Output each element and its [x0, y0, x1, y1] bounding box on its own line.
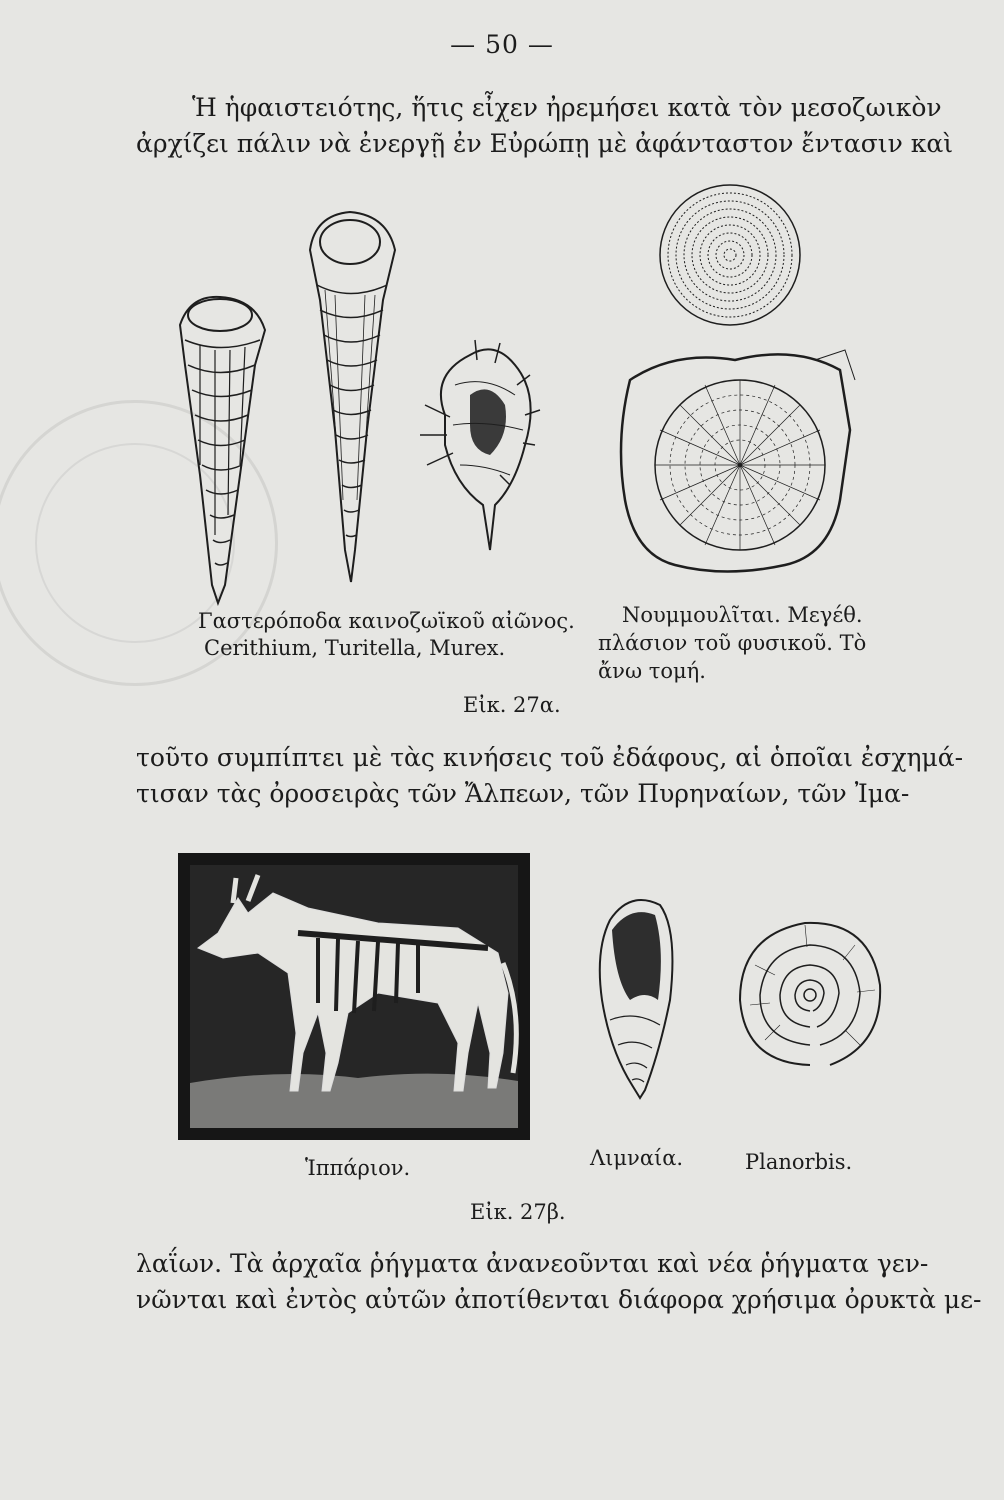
nummulite-section-illustration [615, 340, 860, 580]
murex-shell-illustration [415, 335, 545, 555]
nummulite-surface-illustration [655, 180, 805, 330]
turritella-shell-illustration [295, 210, 405, 585]
nummulites-caption-2: πλάσιον τοῦ φυσικοῦ. Τὸ [598, 631, 867, 655]
figure-27a-label: Εἰκ. 27α. [463, 693, 561, 717]
closing-line-1: λαΐων. Τὰ ἀρχαῖα ῥήγματα ἀνανεοῦνται καὶ νέα ῥήγματα γεν- [136, 1249, 929, 1278]
intro-line-2: ἀρχίζει πάλιν νὰ ἐνεργῇ ἐν Εὐρώπῃ μὲ ἀφάνταστον ἔντασιν καὶ [136, 129, 954, 158]
page-number: — 50 — [450, 30, 554, 59]
intro-line-1: Ἡ ἡφαιστειότης, ἥτις εἶχεν ἠρεμήσει κατὰ τὸν μεσοζωικὸν [192, 93, 942, 122]
figure-27b-label: Εἰκ. 27β. [470, 1200, 566, 1224]
limnaea-shell-illustration [590, 890, 680, 1100]
planorbis-shell-illustration [735, 915, 885, 1075]
middle-line-1: τοῦτο συμπίπτει μὲ τὰς κινήσεις τοῦ ἐδάφους, αἱ ὁποῖαι ἐσχημά- [136, 743, 964, 772]
middle-line-2: τισαν τὰς ὀροσειρὰς τῶν Ἄλπεων, τῶν Πυρηναίων, τῶν Ἰμα- [136, 779, 910, 808]
closing-line-2: νῶνται καὶ ἐντὸς αὐτῶν ἀποτίθενται διάφορα χρήσιμα ὀρυκτὰ με- [136, 1285, 982, 1314]
planorbis-caption: Planorbis. [745, 1150, 853, 1174]
limnaea-caption: Λιμναία. [590, 1146, 684, 1170]
nummulites-caption-3: ἄνω τομή. [598, 659, 706, 683]
gastropods-caption-1: Γαστερόποδα καινοζωϊκοῦ αἰῶνος. [198, 609, 575, 633]
hipparion-caption: Ἱππάριον. [305, 1156, 411, 1180]
hipparion-skeleton-illustration [178, 853, 530, 1140]
nummulites-caption-1: Νουμμουλῖται. Μεγέθ. [622, 603, 863, 627]
gastropods-caption-2: Cerithium, Turitella, Murex. [204, 636, 506, 660]
cerithium-shell-illustration [160, 285, 280, 605]
